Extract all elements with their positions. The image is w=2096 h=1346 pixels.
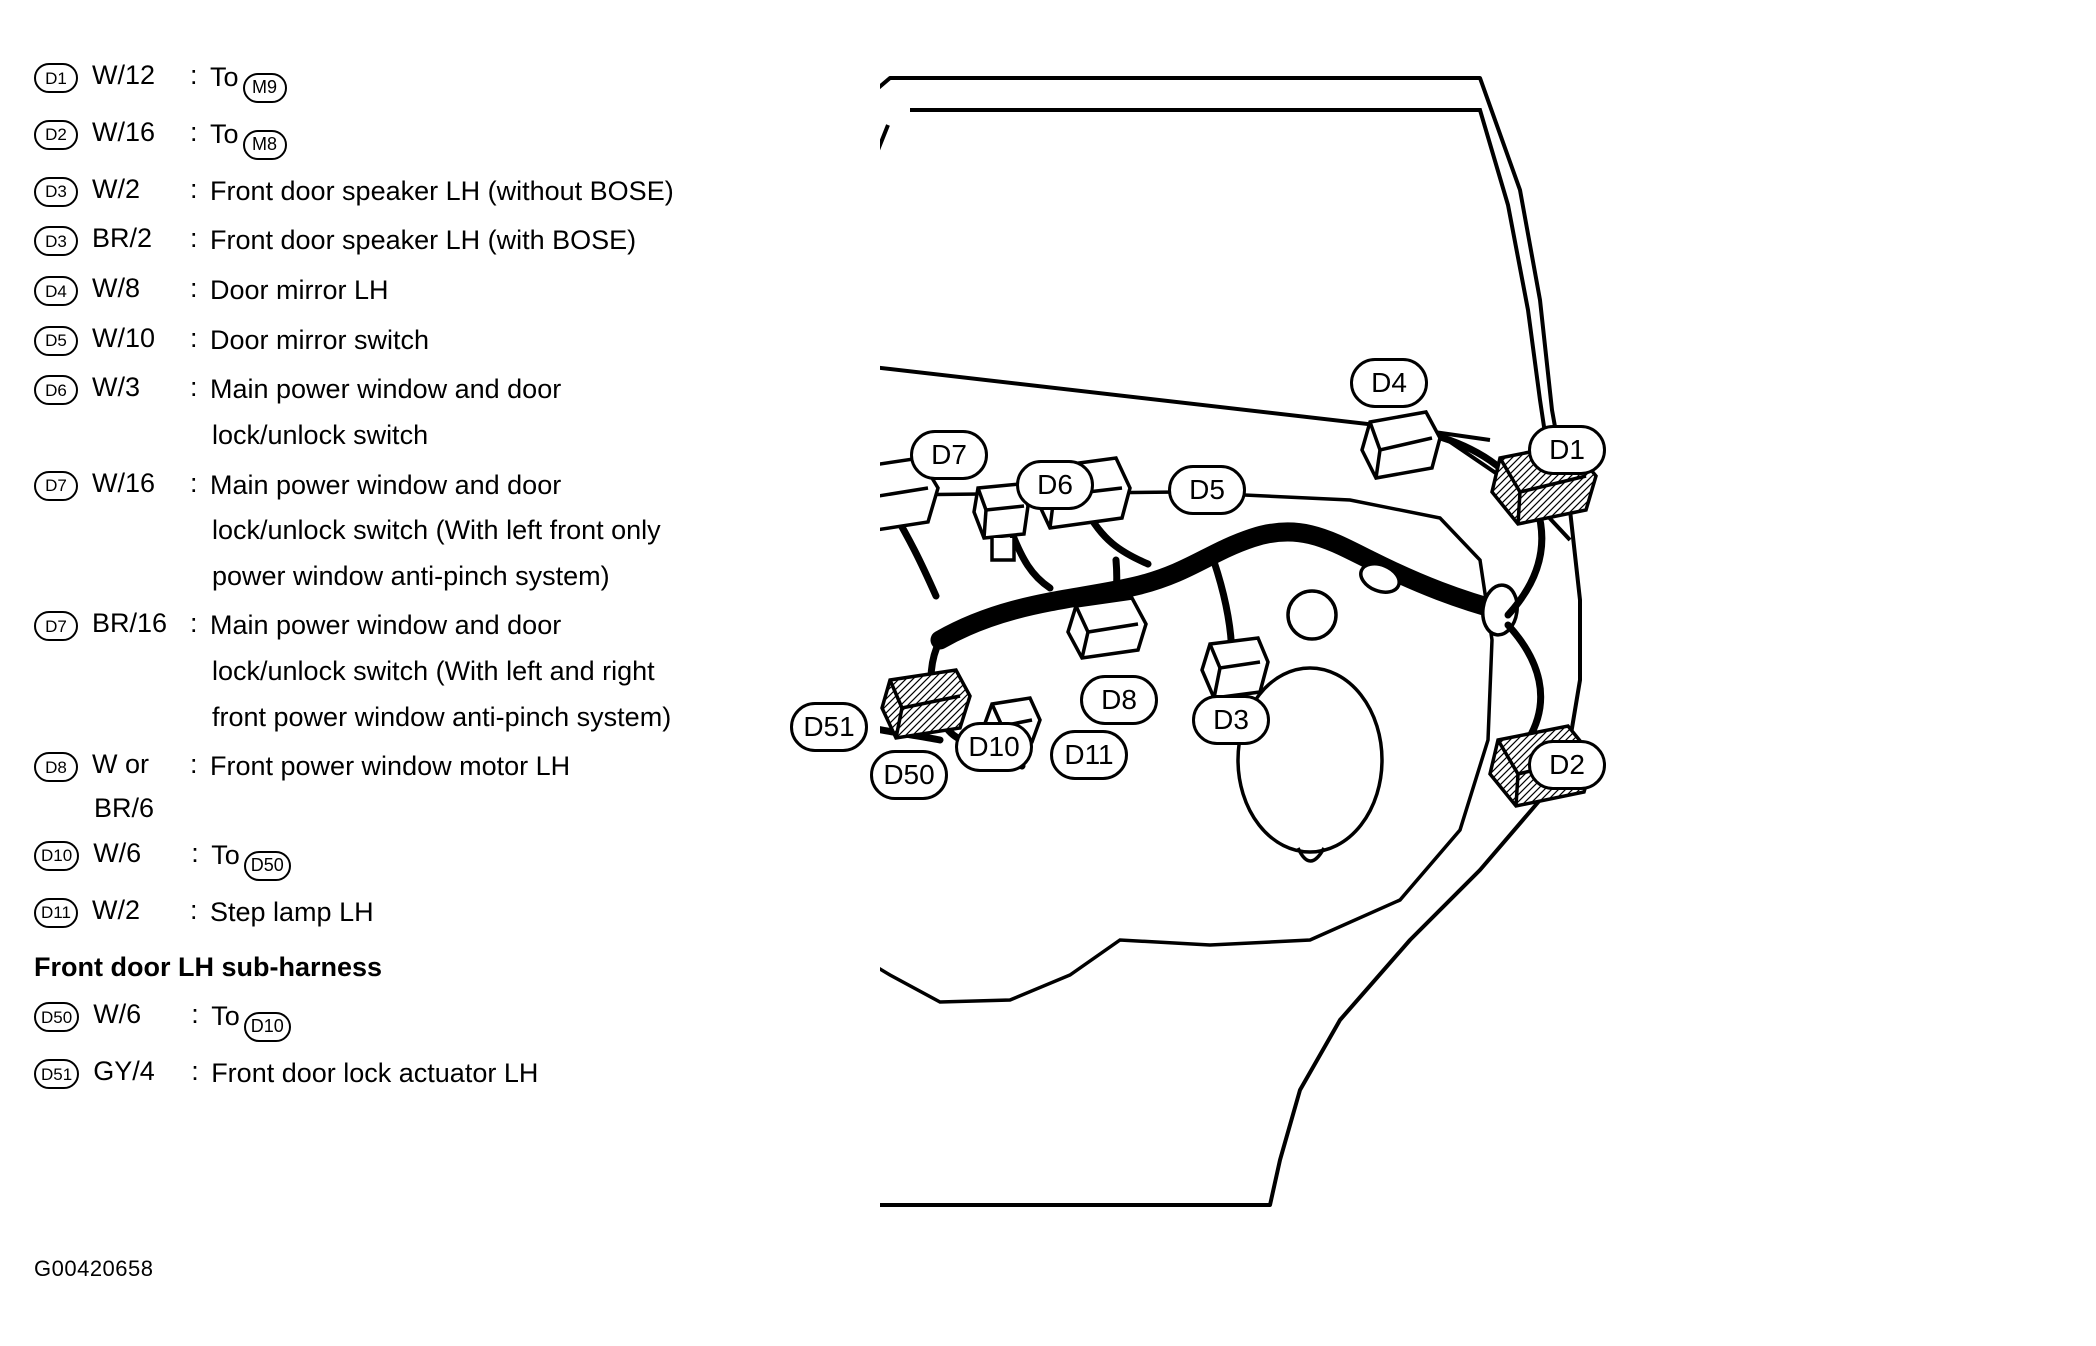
legend-row	[34, 608, 934, 644]
wire-code: W/2	[92, 894, 141, 925]
callout-d1[interactable]: D1	[1528, 425, 1606, 475]
callout-d8[interactable]: D8	[1080, 675, 1158, 725]
wire-code-line2: BR/6	[94, 792, 155, 823]
wire-code: W/10	[92, 322, 156, 353]
legend-description: Main power window and door	[210, 374, 562, 405]
callout-d11[interactable]: D11	[1050, 730, 1128, 780]
colon: :	[190, 116, 198, 147]
legend-row	[34, 749, 934, 785]
callout-d2[interactable]: D2	[1528, 740, 1606, 790]
colon: :	[191, 999, 199, 1030]
legend-desc-prefix: To	[210, 118, 239, 149]
pin-bubble-d2: D2	[34, 120, 78, 150]
legend-description: Front power window motor LH	[210, 751, 571, 782]
colon: :	[190, 372, 198, 403]
legend-row	[34, 895, 934, 931]
callout-d5[interactable]: D5	[1168, 465, 1246, 515]
ref-bubble-m9: M9	[243, 73, 287, 103]
wire-code: W/2	[92, 173, 141, 204]
colon: :	[190, 894, 198, 925]
connector-block-d10	[882, 670, 970, 738]
legend-description: Door mirror switch	[210, 324, 430, 355]
pin-bubble-d7-br: D7	[34, 611, 78, 641]
speaker-hole	[1238, 668, 1382, 852]
callout-d51[interactable]: D51	[790, 702, 868, 752]
legend-row	[34, 60, 934, 103]
legend-description: Main power window and door	[210, 469, 562, 500]
door-harness-diagram	[803, 40, 2080, 1280]
colon: :	[190, 60, 198, 90]
legend-description-line3: power window anti-pinch system)	[212, 560, 610, 591]
pin-bubble-d11: D11	[34, 898, 78, 928]
colon: :	[190, 273, 198, 303]
legend-description-line2: lock/unlock switch	[212, 419, 429, 450]
callout-d7[interactable]: D7	[910, 430, 988, 480]
wire-code: W/16	[92, 116, 156, 147]
legend-description	[210, 60, 934, 103]
colon: :	[191, 837, 199, 868]
legend-description	[210, 117, 934, 160]
pin-bubble-d50: D50	[34, 1002, 79, 1032]
section-title-sub-harness: Front door LH sub-harness	[34, 952, 383, 983]
connector-block-d3	[1202, 638, 1268, 698]
window-frame-inner	[880, 110, 1552, 480]
legend-row	[34, 273, 934, 309]
legend-description: Door mirror LH	[210, 275, 389, 305]
pin-bubble-d8: D8	[34, 752, 78, 782]
ref-bubble-m8: M8	[243, 130, 287, 160]
legend-desc-prefix: To	[211, 839, 240, 870]
wire-code: BR/16	[92, 608, 168, 639]
legend-row	[34, 323, 934, 359]
wire-code: W/16	[92, 467, 156, 498]
legend-list	[34, 60, 934, 1106]
pin-bubble-d5: D5	[34, 326, 78, 356]
wire-code: BR/2	[92, 223, 153, 254]
door-outline-svg	[880, 40, 2080, 1280]
legend-description	[211, 838, 934, 881]
callout-d10[interactable]: D10	[955, 722, 1033, 772]
pin-bubble-d1: D1	[34, 63, 78, 93]
pin-bubble-d10: D10	[34, 841, 79, 871]
wire-code: GY/4	[93, 1056, 155, 1087]
legend-description: Front door speaker LH (with BOSE)	[210, 225, 637, 256]
colon: :	[191, 1056, 199, 1087]
ref-bubble-d10: D10	[244, 1012, 291, 1042]
legend-description-line3: front power window anti-pinch system)	[212, 701, 672, 732]
connector-block-d4	[1362, 412, 1440, 478]
pin-bubble-d3: D3	[34, 177, 78, 207]
legend-row	[34, 174, 934, 210]
connector-block-d8	[1068, 598, 1146, 658]
colon: :	[190, 608, 198, 639]
pin-bubble-d51: D51	[34, 1059, 79, 1089]
pin-bubble-d7: D7	[34, 471, 78, 501]
legend-row	[34, 468, 934, 504]
legend-row	[34, 838, 934, 881]
wire-code: W/12	[92, 60, 156, 90]
access-hole	[1288, 591, 1336, 639]
figure-id: G00420658	[34, 1256, 154, 1281]
colon: :	[190, 467, 198, 498]
colon: :	[190, 749, 198, 780]
callout-d50[interactable]: D50	[870, 750, 948, 800]
legend-row	[34, 372, 934, 408]
legend-row	[34, 999, 934, 1042]
pin-bubble-d4: D4	[34, 276, 78, 306]
legend-description: Main power window and door	[210, 610, 562, 641]
colon: :	[190, 322, 198, 353]
legend-desc-prefix: To	[211, 1001, 240, 1032]
legend-description: Front door lock actuator LH	[211, 1058, 539, 1089]
wire-code: W/3	[92, 372, 141, 403]
legend-row	[34, 1056, 934, 1092]
wire-code: W/6	[93, 999, 142, 1030]
wire-code: W/8	[92, 273, 141, 303]
legend-description	[211, 999, 934, 1042]
legend-description: Step lamp LH	[210, 896, 374, 927]
pin-bubble-d3-bose: D3	[34, 226, 78, 256]
wire-code: W/6	[93, 837, 142, 868]
legend-description: Front door speaker LH (without BOSE)	[210, 175, 674, 206]
legend-row	[34, 223, 934, 259]
callout-d4[interactable]: D4	[1350, 358, 1428, 408]
legend-row	[34, 117, 934, 160]
colon: :	[190, 173, 198, 204]
colon: :	[190, 223, 198, 254]
legend-description-line2: lock/unlock switch (With left front only	[212, 515, 661, 546]
wire-code: W or	[92, 749, 149, 780]
pin-bubble-d6: D6	[34, 375, 78, 405]
callout-d3[interactable]: D3	[1192, 695, 1270, 745]
callout-d6[interactable]: D6	[1016, 460, 1094, 510]
legend-desc-prefix: To	[210, 62, 239, 92]
legend-description-line2: lock/unlock switch (With left and right	[212, 656, 655, 686]
ref-bubble-d50: D50	[244, 851, 291, 881]
